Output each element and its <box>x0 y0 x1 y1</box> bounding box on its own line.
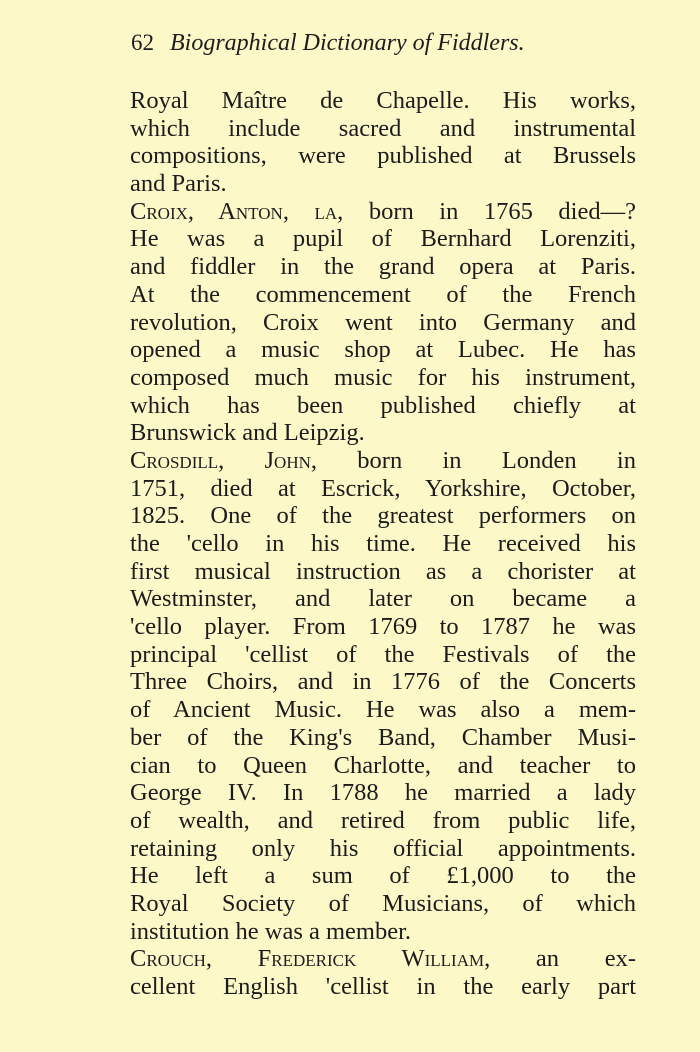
text-line: cian to Queen Charlotte, and teacher to <box>130 751 636 779</box>
entry-text: an ex- <box>490 945 636 973</box>
text-line: cellent English 'cellist in the early part <box>130 973 636 1000</box>
text-line: Three Choirs, and in 1776 of the Concerts <box>130 668 636 696</box>
text-line: At the commencement of the French <box>130 280 636 308</box>
text-line: composed much music for his instrument, <box>130 363 636 391</box>
text-line: and Paris. <box>130 170 227 198</box>
text-line: Royal Maître de Chapelle. His works, <box>130 87 636 114</box>
text-line: George IV. In 1788 he married a lady <box>130 779 636 807</box>
entry-text: born in Londen in <box>317 446 636 474</box>
text-line: 1751, died at Escrick, Yorkshire, October, <box>130 474 636 502</box>
text-line: of Ancient Music. He was also a mem- <box>130 696 636 724</box>
text-line: retaining only his official appointments. <box>130 834 636 862</box>
entry-heading-line <box>130 945 636 973</box>
text-line: 'cello player. From 1769 to 1787 he was <box>130 613 636 641</box>
text-line: and fiddler in the grand opera at Paris. <box>130 253 636 281</box>
text-line: revolution, Croix went into Germany and <box>130 308 636 336</box>
text-line: of wealth, and retired from public life, <box>130 806 636 834</box>
text-line: ber of the King's Band, Chamber Musi- <box>130 723 636 751</box>
entry-name: Croix, Anton, la, <box>130 197 344 225</box>
text-line: 1825. One of the greatest performers on <box>130 502 636 530</box>
text-line: Westminster, and later on became a <box>130 585 636 613</box>
entry-text: born in 1765 died—? <box>343 197 636 225</box>
text-line: institution he was a member. <box>130 917 412 945</box>
entry-name: Crouch, Frederick William, <box>130 945 491 973</box>
text-line: the 'cello in his time. He received his <box>130 530 636 557</box>
entry-heading-line <box>130 198 636 226</box>
text-line: first musical instruction as a chorister at <box>130 557 636 585</box>
text-line: principal 'cellist of the Festivals of the <box>130 640 636 668</box>
text-line: which include sacred and instrumental <box>130 114 636 142</box>
text-line: which has been published chiefly at <box>130 391 636 419</box>
text-line: Royal Society of Musicians, of which <box>130 889 636 917</box>
text-line: opened a music shop at Lubec. He has <box>130 336 636 364</box>
page-header <box>131 30 611 64</box>
body-text <box>130 87 636 1001</box>
page-number: 62 <box>131 30 154 55</box>
entry-heading-line <box>130 447 636 475</box>
text-line: Brunswick and Leipzig. <box>130 419 365 447</box>
entry-name: Crosdill, John, <box>130 446 318 474</box>
running-title: Biographical Dictionary of Fiddlers. <box>170 30 525 56</box>
text-line: He left a sum of £1,000 to the <box>130 862 636 890</box>
text-line: compositions, were published at Brussels <box>130 142 636 170</box>
text-line: He was a pupil of Bernhard Lorenziti, <box>130 225 636 253</box>
